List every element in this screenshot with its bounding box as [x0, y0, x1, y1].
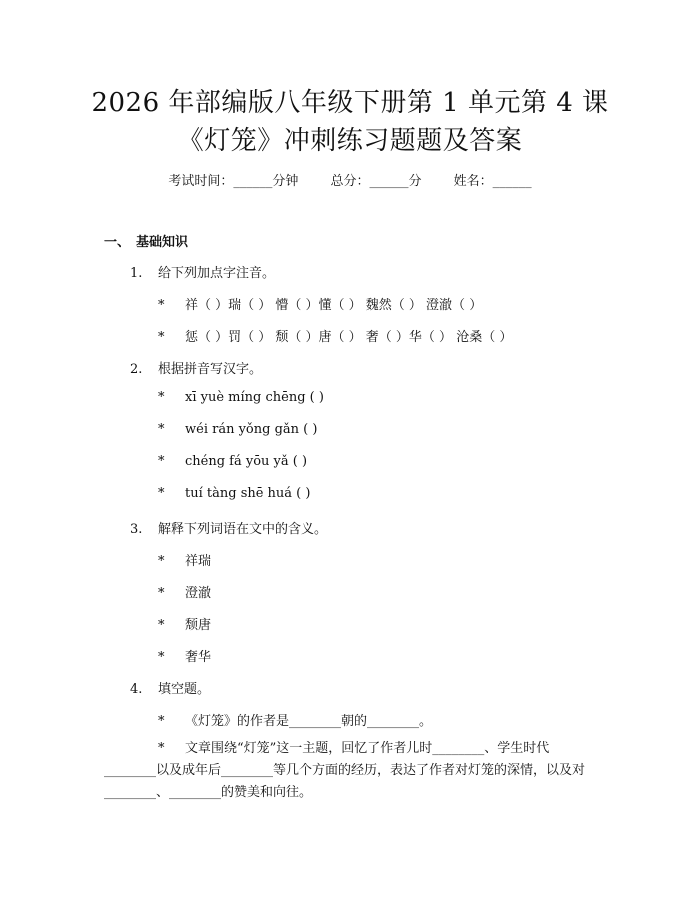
document-title-line2: 《灯笼》冲刺练习题题及答案 — [177, 126, 523, 156]
list-item — [158, 550, 211, 569]
list-item — [158, 294, 482, 313]
bullet: * — [158, 714, 165, 729]
item-text: 文章围绕“灯笼”这一主题，回忆了作者儿时________、学生时代________以及成年后________等几个方面的经历，表达了作者对灯笼的深情，以及对________、________的赞美和向往。 — [104, 741, 586, 800]
item-text: 祥（ ）瑞（ ） 懵（ ）懂（ ） 魏然（ ） 澄澈（ ） — [185, 298, 483, 313]
list-item — [158, 646, 211, 665]
item-text: 颓唐 — [185, 618, 212, 633]
bullet: * — [158, 650, 165, 665]
bullet: * — [158, 390, 165, 405]
list-item — [158, 582, 211, 601]
item-text: wéi rán yǒng gǎn ( ) — [185, 422, 318, 437]
list-item — [158, 614, 211, 633]
bullet: * — [158, 422, 165, 437]
bullet: * — [158, 454, 165, 469]
question-text: 填空题。 — [158, 682, 211, 697]
list-item — [158, 422, 317, 437]
document-title-line1: 2026 年部编版八年级下册第 1 单元第 4 课 — [91, 88, 609, 118]
exam-total-score: 总分：______分 — [330, 174, 422, 189]
exam-name: 姓名：______ — [453, 174, 532, 189]
bullet: * — [158, 330, 165, 345]
item-text: 惩（ ）罚（ ） 颓（ ）唐（ ） 奢（ ）华（ ） 沧桑（ ） — [185, 330, 513, 345]
item-text: 澄澈 — [185, 586, 212, 601]
bullet: * — [158, 618, 165, 633]
bullet: * — [158, 298, 165, 313]
item-text: 《灯笼》的作者是________朝的________。 — [185, 714, 433, 729]
list-item — [158, 486, 310, 501]
question-number: 2. — [130, 362, 143, 377]
item-text: chéng fá yōu yǎ ( ) — [185, 454, 308, 469]
list-item — [158, 454, 307, 469]
question-text: 解释下列词语在文中的含义。 — [158, 522, 328, 537]
question-3 — [130, 518, 327, 537]
bullet: * — [158, 586, 165, 601]
section-number: 一、 — [104, 235, 131, 250]
bullet: * — [158, 554, 165, 569]
section-heading — [104, 231, 188, 250]
question-4 — [130, 678, 210, 697]
question-number: 4. — [130, 682, 143, 697]
question-text: 给下列加点字注音。 — [158, 266, 276, 281]
list-item-paragraph — [104, 738, 598, 804]
list-item — [158, 390, 324, 405]
bullet: * — [158, 741, 165, 756]
question-1 — [130, 262, 275, 281]
item-text: 祥瑞 — [185, 554, 212, 569]
exam-time: 考试时间：______分钟 — [168, 174, 299, 189]
item-text: tuí tàng shē huá ( ) — [185, 486, 311, 501]
question-number: 3. — [130, 522, 143, 537]
question-2 — [130, 358, 262, 377]
list-item — [158, 326, 512, 345]
exam-meta — [0, 170, 700, 189]
item-text: xī yuè míng chēng ( ) — [185, 390, 324, 405]
item-text: 奢华 — [185, 650, 212, 665]
question-text: 根据拼音写汉字。 — [158, 362, 263, 377]
bullet: * — [158, 486, 165, 501]
list-item — [158, 710, 432, 729]
section-title: 基础知识 — [136, 235, 189, 250]
question-number: 1. — [130, 266, 143, 281]
